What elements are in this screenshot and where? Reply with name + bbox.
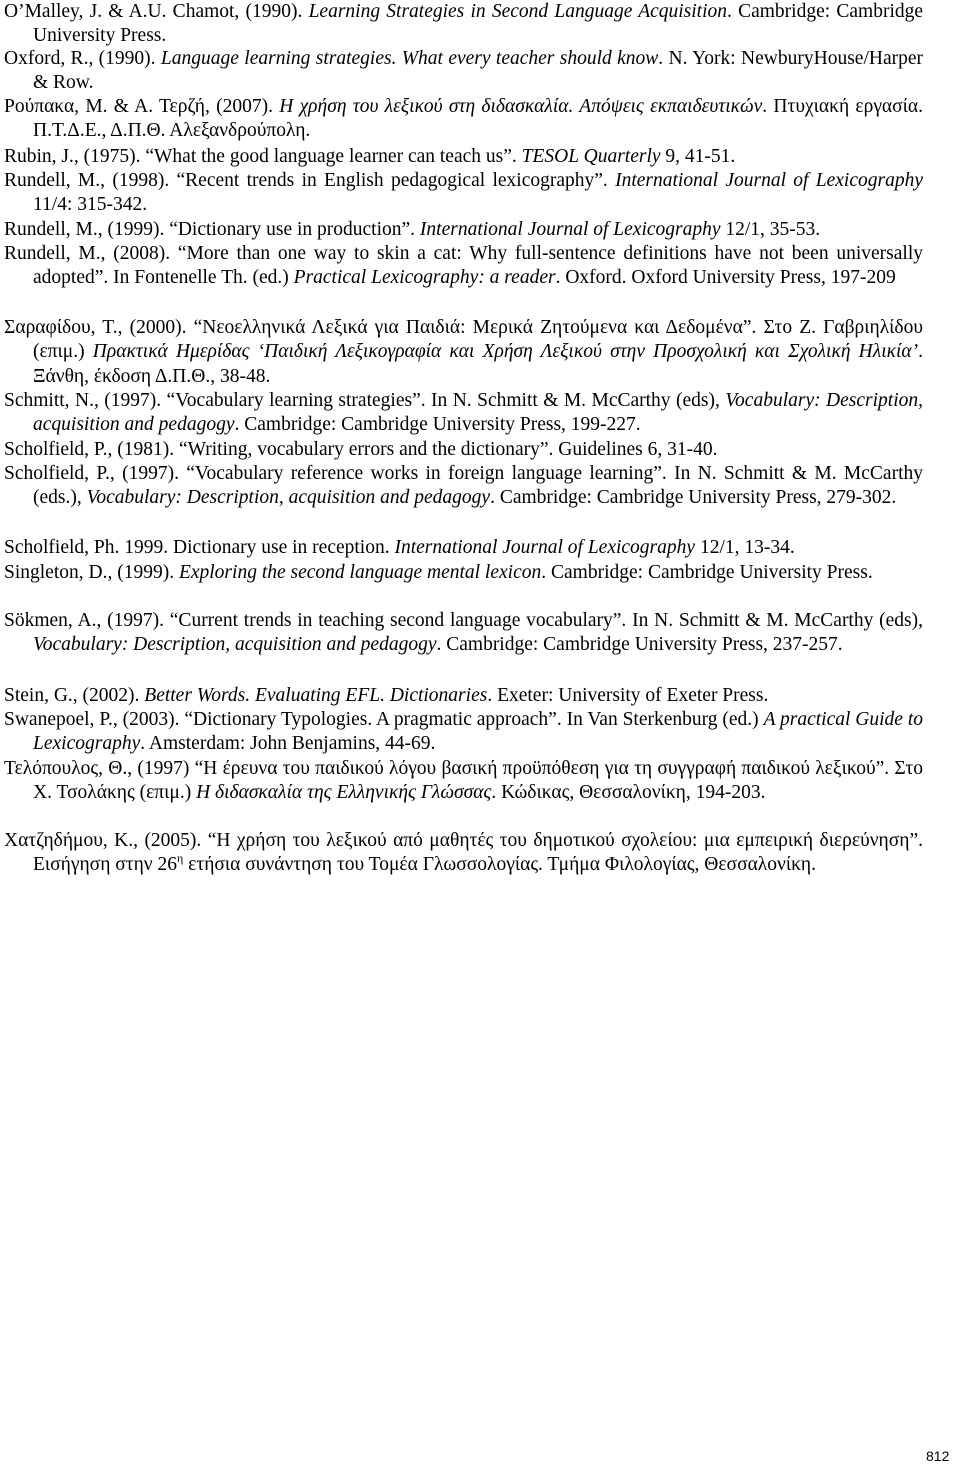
reference-text: Rundell, M., (1998). “Recent trends in English pedagogical lexicography”. (4, 170, 616, 191)
reference-title: A practical Guide to Lexicography (33, 709, 923, 755)
reference-title: Exploring the second language mental lexicon (178, 562, 542, 583)
reference-entry (4, 389, 923, 438)
reference-entry (4, 462, 923, 511)
reference-title: International Journal of Lexicography (419, 219, 721, 240)
superscript: η (177, 850, 184, 865)
reference-text: . Πτυχιακή εργασία. Π.Τ.Δ.Ε., Δ.Π.Θ. Αλεξανδρούπολη. (33, 96, 923, 142)
page-number: 812 (926, 1448, 950, 1464)
reference-text: Swanepoel, P., (2003). “Dictionary Typologies. A pragmatic approach”. In Van Sterkenburg (ed.) (4, 709, 764, 730)
reference-text: Scholfield, P., (1997). “Vocabulary reference works in foreign language learning”. In N. Schmitt & M. McCarthy (eds.), (4, 463, 923, 509)
reference-text: Oxford, R., (1990). (4, 48, 161, 69)
reference-entry (4, 145, 923, 169)
reference-text: . Oxford. Oxford University Press, 197-209 (555, 267, 896, 289)
reference-text: Sökmen, A., (1997). “Current trends in teaching second language vocabulary”. In N. Schmitt & M. McCarthy (eds), (4, 610, 923, 631)
reference-title: Η διδασκαλία της Ελληνικής Γλώσσας (196, 782, 492, 804)
reference-title: Vocabulary: Description, acquisition and pedagogy (33, 634, 437, 656)
reference-title: Vocabulary: Description, acquisition and pedagogy (33, 390, 923, 436)
reference-title: Learning Strategies in Second Language Acquisition (308, 1, 728, 22)
reference-entry (4, 561, 923, 585)
reference-text: 9, 41-51. (660, 146, 736, 167)
reference-entry (4, 316, 923, 389)
reference-text: Ρούπακα, Μ. & Α. Τερζή, (2007). (4, 96, 280, 117)
reference-text: . N. York: NewburyHouse/Harper & Row. (33, 48, 923, 94)
reference-entry (4, 536, 923, 560)
reference-text: . Cambridge: Cambridge University Press. (33, 1, 924, 47)
reference-text: . Cambridge: Cambridge University Press, 237-257. (436, 634, 843, 656)
reference-entry (4, 218, 923, 242)
reference-entry (4, 438, 923, 462)
reference-text: ετήσια συνάντηση του Τομέα Γλωσσολογίας. Τμήμα Φιλολογίας, Θεσσαλονίκη. (183, 854, 816, 876)
reference-entry (4, 757, 923, 806)
reference-text: Schmitt, N., (1997). “Vocabulary learning strategies”. In N. Schmitt & M. McCarthy (eds), (4, 390, 726, 411)
reference-text: 11/4: 315-342. (33, 194, 148, 216)
reference-title: Better Words. Evaluating EFL. Dictionaries (144, 685, 488, 706)
reference-text: Rundell, M., (1999). “Dictionary use in production”. (4, 219, 420, 240)
reference-text: . Ξάνθη, έκδοση Δ.Π.Θ., 38-48. (33, 341, 923, 387)
reference-text: Singleton, D., (1999). (4, 562, 179, 583)
reference-entry (4, 169, 923, 218)
reference-text: Rubin, J., (1975). “What the good language learner can teach us”. (4, 146, 522, 167)
reference-entry (4, 242, 923, 291)
reference-entry (4, 95, 923, 144)
reference-text: Scholfield, Ph. 1999. Dictionary use in reception. (4, 537, 395, 558)
reference-text: . Cambridge: Cambridge University Press. (541, 562, 873, 583)
reference-text: . Cambridge: Cambridge University Press, 199-227. (234, 414, 641, 436)
reference-text: . Amsterdam: John Benjamins, 44-69. (140, 733, 436, 755)
reference-title: TESOL Quarterly (521, 146, 661, 167)
reference-text: O’Malley, J. & A.U. Chamot, (1990). (4, 1, 309, 22)
reference-title: Language learning strategies. What every teacher should know (160, 48, 659, 69)
reference-title: Practical Lexicography: a reader (293, 267, 556, 289)
reference-entry (4, 609, 923, 658)
reference-text: Stein, G., (2002). (4, 685, 145, 706)
reference-text: . Exeter: University of Exeter Press. (487, 685, 769, 706)
reference-text: . Κώδικας, Θεσσαλονίκη, 194-203. (491, 782, 766, 804)
reference-text: 12/1, 13-34. (695, 537, 795, 558)
reference-text: Scholfield, P., (1981). “Writing, vocabulary errors and the dictionary”. Guidelines 6, 31-40. (4, 439, 718, 460)
reference-title: International Journal of Lexicography (615, 170, 923, 191)
reference-entry (4, 684, 923, 708)
reference-text: Χατζηδήμου, Κ., (2005). “Η χρήση του λεξικού από μαθητές του δημοτικού σχολείου: μια εμπειρική διερεύνηση”. Εισήγηση στην 26 (4, 830, 923, 876)
reference-text: Σαραφίδου, Τ., (2000). “Νεοελληνικά Λεξικά για Παιδιά: Μερικά Ζητούμενα και Δεδομένα”. Στο Ζ. Γαβριηλίδου (επιμ.) (4, 317, 923, 363)
reference-entry (4, 708, 923, 757)
reference-title: Η χρήση του λεξικού στη διδασκαλία. Απόψεις εκπαιδευτικών (279, 96, 763, 117)
reference-entry (4, 47, 923, 96)
reference-entry (4, 829, 923, 878)
reference-title: Vocabulary: Description, acquisition and pedagogy (86, 487, 491, 509)
reference-text: 12/1, 35-53. (720, 219, 821, 240)
reference-text: Rundell, M., (2008). “More than one way to skin a cat: Why full-sentence definitions have not been universally adopted”. In Fontenelle Th. (ed.) (4, 243, 923, 289)
reference-title: Πρακτικά Ημερίδας ‘Παιδική Λεξικογραφία και Χρήση Λεξικού στην Προσχολική και Σχολική Ηλικία’ (92, 341, 919, 363)
reference-title: International Journal of Lexicography (394, 537, 696, 558)
reference-text: Τελόπουλος, Θ., (1997) “Η έρευνα του παιδικού λόγου βασική προϋπόθεση για τη συγγραφή παιδικού λεξικού”. Στο Χ. Τσολάκης (επιμ.) (4, 758, 923, 804)
reference-entry (4, 0, 923, 49)
reference-text: . Cambridge: Cambridge University Press, 279-302. (490, 487, 897, 509)
